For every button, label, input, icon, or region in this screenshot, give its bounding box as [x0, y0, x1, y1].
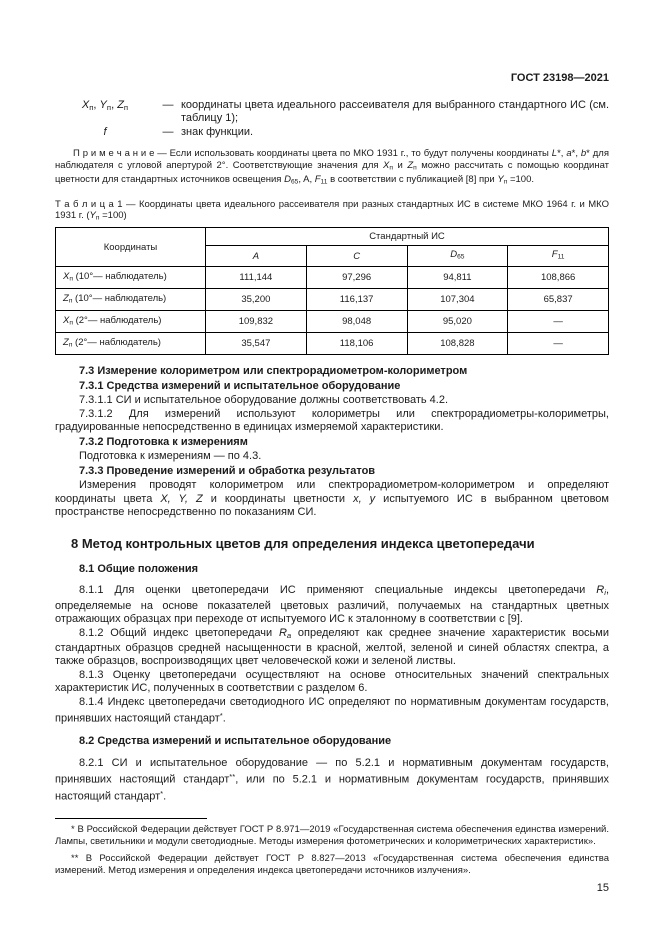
- row-label-cell: Xп (10°— наблюдатель): [56, 267, 206, 289]
- value-cell: 108,828: [407, 333, 508, 355]
- table-caption: Т а б л и ц а 1 — Координаты цвета идеального рассеивателя при разных стандартных ИС в системе МКО 1964 г. и МКО 1931 г. (Yп =100): [55, 198, 609, 222]
- value-cell: 109,832: [206, 311, 307, 333]
- paragraph-7-3-2: Подготовка к измерениям — по 4.3.: [79, 450, 262, 463]
- row-label-cell: Zп (10°— наблюдатель): [56, 289, 206, 311]
- table-1: [55, 227, 609, 355]
- value-cell: 108,866: [508, 267, 609, 289]
- definition-row: [55, 99, 609, 126]
- section-8-heading: 8 Метод контрольных цветов для определения индекса цветопередачи: [71, 535, 535, 551]
- definition-term: f: [103, 125, 107, 138]
- table-header-row: [56, 228, 609, 246]
- table-col-header: F11: [508, 246, 609, 267]
- footnote-2: ** В Российской Федерации действует ГОСТ Р 8.827—2013 «Государственная система обеспечения единства измерений. Метод измерения и определения индекса цветопередачи источников излучения».: [55, 853, 609, 876]
- value-cell: 35,200: [206, 289, 307, 311]
- value-cell: —: [508, 333, 609, 355]
- value-cell: 95,020: [407, 311, 508, 333]
- row-label-cell: Zп (2°— наблюдатель): [56, 333, 206, 355]
- value-cell: 107,304: [407, 289, 508, 311]
- heading-8-1: 8.1 Общие положения: [79, 562, 199, 575]
- footnotes-block: [55, 818, 609, 876]
- paragraph-8-1-4: 8.1.4 Индекс цветопередачи светодиодного ИС определяют по нормативным документам государств, принявших настоящий стандарт*.: [55, 695, 609, 725]
- heading-7-3-2: 7.3.2 Подготовка к измерениям: [79, 435, 248, 448]
- footnote-1: * В Российской Федерации действует ГОСТ Р 8.971—2019 «Государственная система обеспечения единства измерений. Лампы, светильники и модули светодиодные. Методы измерения фотометрических и колориметрических характеристик».: [55, 824, 609, 847]
- paragraph-7-3-1-2: 7.3.1.2 Для измерений используют колориметры или спектрорадиометры-колориметры, градуированные непосредственно в единицах измеряемой характеристики.: [55, 407, 609, 434]
- paragraph-7-3-1-1: 7.3.1.1 СИ и испытательное оборудование должны соответствовать 4.2.: [79, 394, 449, 407]
- definition-text: координаты цвета идеального рассеивателя для выбранного стандартного ИС (см. таблицу 1);: [181, 98, 609, 124]
- table-row: [56, 333, 609, 355]
- note-paragraph: П р и м е ч а н и е — Если использовать координаты цвета по МКО 1931 г., то будут получены координаты L*, a*, b* для наблюдателя с угловой апертурой 2°. Соответствующие значения для Xп и Zп можно рассчитать с помощью координат цветности для стандартных источников освещения D65, A, F11 в соответствии с публикацией [8] при Yп =100.: [55, 148, 609, 186]
- definition-dash: —: [162, 125, 174, 138]
- value-cell: —: [508, 311, 609, 333]
- table-corner-header: Координаты: [56, 228, 206, 267]
- paragraph-8-1-1: 8.1.1 Для оценки цветопередачи ИС применяют специальные индексы цветопередачи Ri, определяемые на основе показателей цветовых различий, получаемых на стандартных цветных отражающих образцах при переходе от испытуемого ИС к эталонному в соответствии с [9].: [55, 584, 609, 626]
- heading-7-3-3: 7.3.3 Проведение измерений и обработка результатов: [79, 464, 376, 477]
- paragraph-7-3-3: Измерения проводят колориметром или спектрорадиометром-колориметром и определяют координаты цвета X, Y, Z и координаты цветности x, y испытуемого ИС в выбранном цветовом пространстве непосредственно по показаниям СИ.: [55, 479, 609, 519]
- row-label-cell: Xп (2°— наблюдатель): [56, 311, 206, 333]
- definition-row: [55, 126, 609, 140]
- value-cell: 94,811: [407, 267, 508, 289]
- definition-dash: —: [162, 98, 174, 111]
- definitions-block: [55, 99, 609, 140]
- table-group-header: Стандартный ИС: [206, 228, 609, 246]
- table-col-header: D65: [407, 246, 508, 267]
- value-cell: 35,547: [206, 333, 307, 355]
- footnote-rule: [55, 818, 207, 819]
- heading-7-3: 7.3 Измерение колориметром или спектрорадиометром-колориметром: [79, 365, 468, 378]
- definition-text: знак функции.: [181, 125, 254, 138]
- table-row: [56, 267, 609, 289]
- page-number: 15: [596, 881, 609, 894]
- doc-number: ГОСТ 23198—2021: [510, 72, 609, 84]
- table-row: [56, 289, 609, 311]
- definition-term: Xп, Yп, Zп: [81, 98, 129, 112]
- table-row: [56, 311, 609, 333]
- table-col-header: A: [206, 246, 307, 267]
- heading-8-2: 8.2 Средства измерений и испытательное оборудование: [79, 735, 392, 748]
- paragraph-8-1-2: 8.1.2 Общий индекс цветопередачи Ra определяют как среднее значение характеристик восьми стандартных образцов средней насыщенности в красной, желтой, зеленой и синей областях спектра, а также образцов, воспроизводящих цвет человеческой кожи и зеленой листвы.: [55, 626, 609, 668]
- value-cell: 111,144: [206, 267, 307, 289]
- value-cell: 65,837: [508, 289, 609, 311]
- heading-7-3-1: 7.3.1 Средства измерений и испытательное оборудование: [79, 379, 401, 392]
- paragraph-8-1-3: 8.1.3 Оценку цветопередачи осуществляют на основе относительных значений спектральных характеристик ИС, полученных в соответствии с разделом 6.: [55, 668, 609, 695]
- value-cell: 118,106: [306, 333, 407, 355]
- table-col-header: C: [306, 246, 407, 267]
- value-cell: 116,137: [306, 289, 407, 311]
- value-cell: 98,048: [306, 311, 407, 333]
- paragraph-8-2-1: 8.2.1 СИ и испытательное оборудование — по 5.2.1 и нормативным документам государств, принявших настоящий стандарт**, или по 5.2.1 и нормативным документам государств, принявших настоящий стандарт*.: [55, 756, 609, 803]
- value-cell: 97,296: [306, 267, 407, 289]
